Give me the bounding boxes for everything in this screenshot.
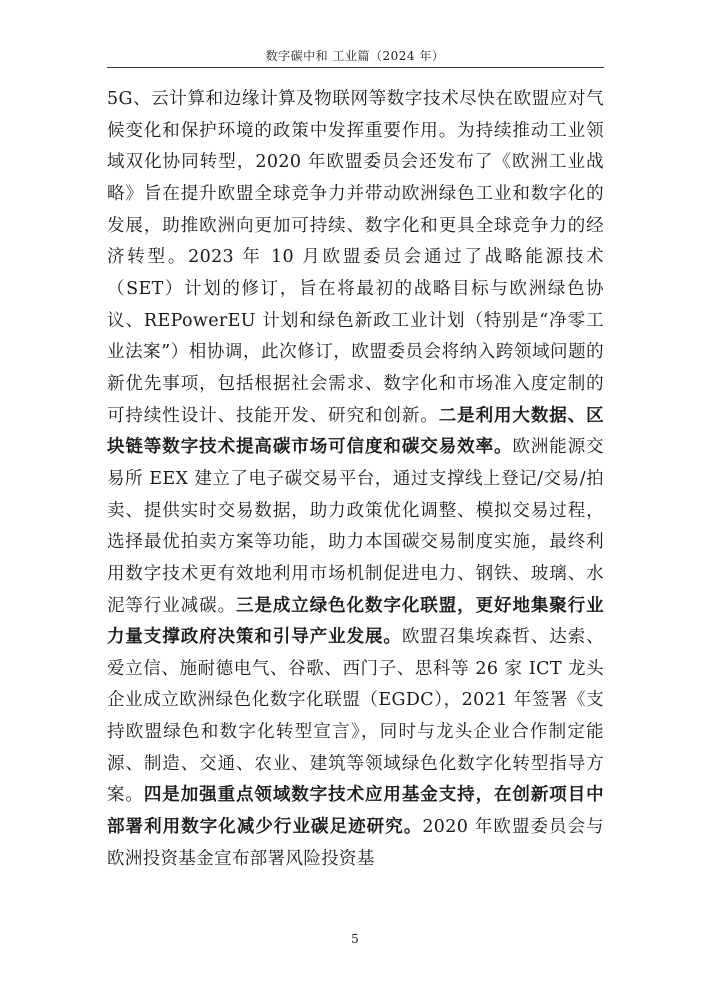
bold-key-point: 二是利用大数据、区块链等数字技术提高碳市场可信度和碳交易效率。 [107, 405, 604, 458]
page-number: 5 [351, 932, 359, 946]
paragraph-text-segment: 5G、云计算和边缘计算及物联网等数字技术尽快在欧盟应对气候变化和保护环境的政策中发挥重要作用。为持续推动工业领域双化协同转型，2020 年欧盟委员会还发布了《欧洲工业战略》旨在提升欧盟全球竞争力并带动欧洲绿色工业和数字化的发展，助推欧洲向更加可持续、数字化和更具全球竞争力的经济转型。2023 年 10 月欧盟委员会通过了战略能源技术（SET）计划的修订，旨在将最初的战略目标与欧洲绿色协议、REPowerEU 计划和绿色新政工业计划（特别是“净零工业法案”）相协调，此次修订，欧盟委员会将纳入跨领域问题的新优先事项，包括根据社会需求、数字化和市场准入度定制的可持续性设计、技能开发、研究和创新。 [107, 89, 604, 426]
paragraph-text-segment: 2020 年欧盟委员会与欧洲投资基金宣布部署风险投资基 [107, 817, 604, 869]
running-header: 数字碳中和 工业篇（2024 年） [265, 49, 445, 63]
bold-key-point: 四是加强重点领域数字技术应用基金支持，在创新项目中部署利用数字化减少行业碳足迹研究。 [107, 785, 604, 838]
bold-key-point: 三是成立绿色化数字化联盟，更好地集聚行业力量支撑政府决策和引导产业发展。 [107, 595, 605, 648]
paragraph-text-segment: 欧洲能源交易所 EEX 建立了电子碳交易平台，通过支撑线上登记/交易/拍卖、提供实时交易数据，助力政策优化调整、模拟交易过程，选择最优拍卖方案等功能，助力本国碳交易制度实施，最终利用数字技术更有效地利用市场机制促进电力、钢铁、玻璃、水泥等行业减碳。 [107, 437, 605, 616]
body-paragraph [107, 84, 604, 875]
header-divider [107, 67, 604, 68]
paragraph-text-segment: 欧盟召集埃森哲、达索、爱立信、施耐德电气、谷歌、西门子、思科等 26 家 ICT 龙头企业成立欧洲绿色化数字化联盟（EGDC），2021 年签署《支持欧盟绿色和数字化转型宣言》，同时与龙头企业合作制定能源、制造、交通、农业、建筑等领域绿色化数字化转型指导方案。 [107, 627, 604, 806]
